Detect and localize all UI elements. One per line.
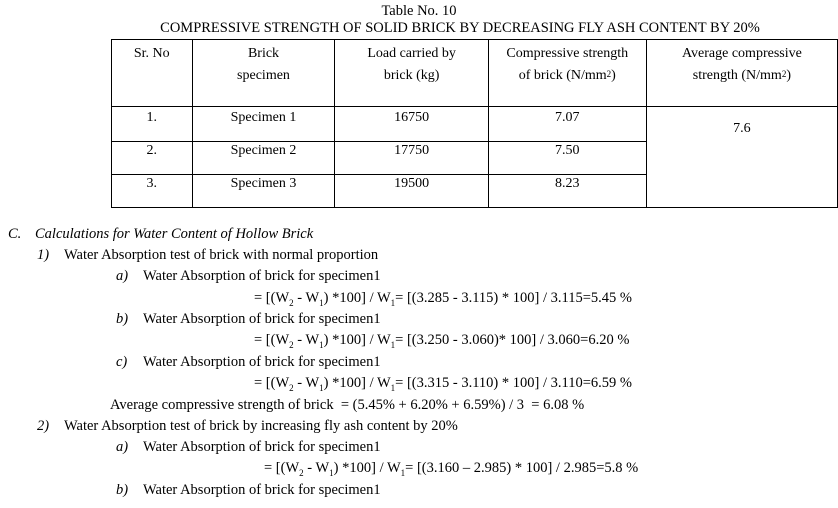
table-header-row (112, 40, 838, 107)
cell-load: 17750 (335, 142, 488, 175)
cell-sr: 1. (112, 107, 193, 142)
cell-strength: 7.07 (488, 107, 646, 142)
item2-title: Water Absorption test of brick by increasing fly ash content by 20% (64, 418, 458, 434)
item2a-marker: a) (116, 439, 129, 455)
item2b-marker: b) (116, 482, 129, 498)
table-number: Table No. 10 (381, 3, 457, 19)
compressive-strength-table (111, 39, 838, 208)
item2b-label: Water Absorption of brick for specimen1 (143, 482, 381, 498)
item1a-formula: = [$(W_2 - W_1)$ $*100] / W_1= [(3.285 - 3.115) * 100] / 3.115=5.45$ % (254, 290, 632, 308)
header-average-strength: Average compressive strength $(N/mm^2)$ (646, 40, 837, 107)
item2-marker: 2) (37, 418, 50, 434)
item2a-formula: = [$(W_2 - W_1)$ $*100] / W_1= [(3.160 - 2.985) * 100] / 2.985=5.8$ % (264, 460, 639, 478)
item1b-marker: b) (116, 311, 129, 327)
cell-load: 19500 (335, 175, 488, 208)
item1c-marker: c) (116, 354, 128, 370)
item1-marker: 1) (37, 247, 50, 263)
item1-average: Average compressive strength of brick = (5.45% + 6.20% + 6.59%) / 3 = 6.08 % (110, 397, 585, 413)
item1b-label: Water Absorption of brick for specimen1 (143, 311, 381, 327)
cell-average: 7.6 (646, 107, 837, 208)
item1c-formula: = [$(W_2 - W_1)$ $*100] / W_1= [(3.315 - 3.110) * 100] / 3.110=6.59$ % (254, 375, 632, 393)
cell-specimen: Specimen 1 (192, 107, 335, 142)
item1a-marker: a) (116, 268, 129, 284)
item2a-label: Water Absorption of brick for specimen1 (143, 439, 381, 455)
cell-sr: 3. (112, 175, 193, 208)
cell-strength: 7.50 (488, 142, 646, 175)
section-heading: Calculations for Water Content of Hollow Brick (35, 226, 314, 242)
cell-specimen: Specimen 2 (192, 142, 335, 175)
item1-title: Water Absorption test of brick with normal proportion (64, 247, 379, 263)
item1c-label: Water Absorption of brick for specimen1 (143, 354, 381, 370)
table-title: COMPRESSIVE STRENGTH OF SOLID BRICK BY DECREASING FLY ASH CONTENT BY 20% (160, 20, 760, 36)
item1a-label: Water Absorption of brick for specimen1 (143, 268, 381, 284)
header-brick-specimen: Brick specimen (192, 40, 335, 107)
header-sr-no: Sr. No (112, 40, 193, 107)
header-compressive-strength: Compressive strength of brick $(N/mm^2)$ (488, 40, 646, 107)
cell-strength: 8.23 (488, 175, 646, 208)
cell-sr: 2. (112, 142, 193, 175)
section-marker: C. (8, 226, 22, 242)
table-row (112, 107, 838, 142)
cell-specimen: Specimen 3 (192, 175, 335, 208)
cell-load: 16750 (335, 107, 488, 142)
item1b-formula: = [$(W_2 - W_1)$ $*100] / W_1= [(3.250 - 3.060)*$ 100] / 3.060=6.20 % (254, 332, 630, 350)
header-load: Load carried by brick (kg) (335, 40, 488, 107)
